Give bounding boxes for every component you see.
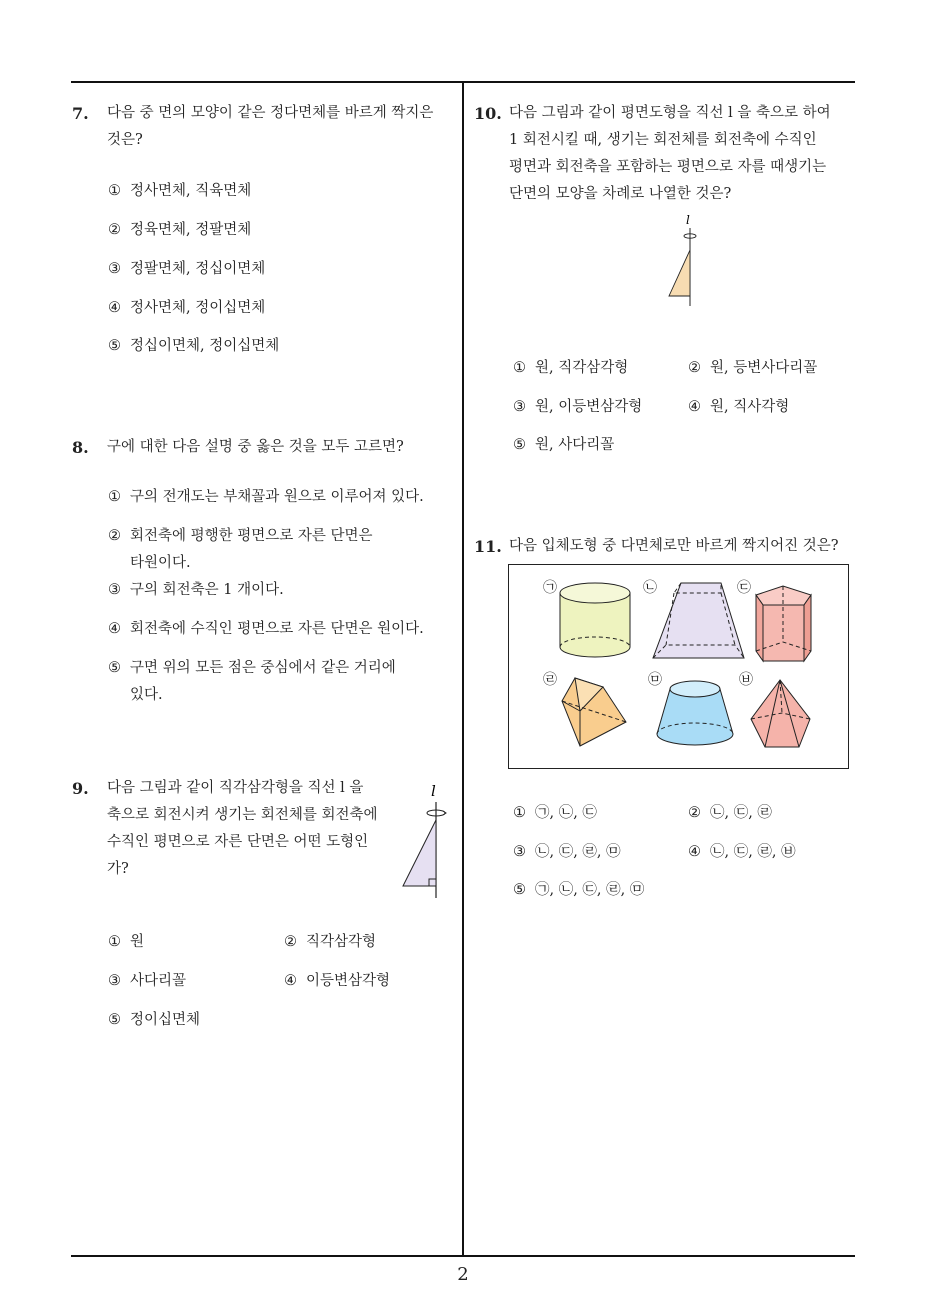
question-number: 10. bbox=[474, 104, 502, 123]
option-5[interactable]: ⑤ ㉠, ㉡, ㉢, ㉣, ㉤ bbox=[513, 882, 645, 898]
question-text-line: 수직인 평면으로 자른 단면은 어떤 도형인 bbox=[107, 834, 369, 850]
question-text-line: 다음 그림과 같이 평면도형을 직선 l 을 축으로 하여 bbox=[509, 105, 831, 121]
option-1[interactable]: ① 원 bbox=[108, 934, 145, 950]
cylinder-shape bbox=[560, 583, 630, 657]
option-4[interactable]: ④ 이등변삼각형 bbox=[284, 973, 391, 989]
option-3[interactable]: ③ 원, 이등변삼각형 bbox=[513, 399, 643, 415]
option-1[interactable]: ① 원, 직각삼각형 bbox=[513, 360, 629, 376]
solids-figure bbox=[509, 565, 848, 768]
axis-label: l bbox=[431, 782, 436, 800]
option-2[interactable]: ② 정육면체, 정팔면체 bbox=[108, 222, 252, 238]
question-text-line: 축으로 회전시켜 생기는 회전체를 회전축에 bbox=[107, 807, 378, 823]
option-1[interactable]: ① 구의 전개도는 부채꼴과 원으로 이루어져 있다. bbox=[108, 489, 424, 505]
question-number: 7. bbox=[72, 104, 89, 123]
pentagonal-prism-shape bbox=[756, 586, 811, 661]
pyramid-shape bbox=[751, 680, 810, 747]
figure-label: ㉣ bbox=[543, 672, 557, 688]
question-text-line: 다음 그림과 같이 직각삼각형을 직선 l 을 bbox=[107, 780, 364, 796]
question-text-line: 1 회전시킬 때, 생기는 회전체를 회전축에 수직인 bbox=[509, 132, 817, 148]
option-2[interactable]: ② 직각삼각형 bbox=[284, 934, 377, 950]
page-number: 2 bbox=[457, 1264, 469, 1285]
option-4[interactable]: ④ 정사면체, 정이십면체 bbox=[108, 300, 266, 316]
option-4[interactable]: ④ 원, 직사각형 bbox=[688, 399, 790, 415]
option-1[interactable]: ① 정사면체, 직육면체 bbox=[108, 183, 252, 199]
option-5[interactable]: ⑤ 정이십면체 bbox=[108, 1012, 201, 1028]
question-text-line: 다음 입체도형 중 다면체로만 바르게 짝지어진 것은? bbox=[509, 538, 839, 554]
column-divider bbox=[462, 82, 464, 1256]
question-text-line: 구에 대한 다음 설명 중 옳은 것을 모두 고르면? bbox=[107, 439, 404, 455]
question-text-line: 단면의 모양을 차례로 나열한 것은? bbox=[509, 186, 732, 202]
triangular-prism-shape bbox=[562, 678, 626, 746]
triangle-rotation-figure bbox=[664, 212, 704, 312]
option-5[interactable]: ⑤ 원, 사다리꼴 bbox=[513, 437, 615, 453]
right-triangle-figure bbox=[398, 780, 448, 900]
option-4[interactable]: ④ 회전축에 수직인 평면으로 자른 단면은 원이다. bbox=[108, 621, 424, 637]
question-text-line: 평면과 회전축을 포함하는 평면으로 자를 때생기는 bbox=[509, 159, 827, 175]
question-text-line: 다음 중 면의 모양이 같은 정다면체를 바르게 짝지은 bbox=[107, 105, 434, 121]
option-4[interactable]: ④ ㉡, ㉢, ㉣, ㉥ bbox=[688, 844, 796, 860]
option-3[interactable]: ③ 정팔면체, 정십이면체 bbox=[108, 261, 266, 277]
question-text-line: 가? bbox=[107, 861, 129, 877]
frustum-cone-shape bbox=[657, 681, 733, 745]
option-1[interactable]: ① ㉠, ㉡, ㉢ bbox=[513, 805, 597, 821]
option-5[interactable]: ⑤ 정십이면체, 정이십면체 bbox=[108, 338, 280, 354]
option-3[interactable]: ③ 구의 회전축은 1 개이다. bbox=[108, 582, 284, 598]
axis-label: l bbox=[686, 213, 690, 227]
option-3[interactable]: ③ ㉡, ㉢, ㉣, ㉤ bbox=[513, 844, 621, 860]
frustum-pyramid-shape bbox=[653, 583, 744, 658]
option-3[interactable]: ③ 사다리꼴 bbox=[108, 973, 187, 989]
option-2[interactable]: ② ㉡, ㉢, ㉣ bbox=[688, 805, 772, 821]
question-number: 9. bbox=[72, 779, 89, 798]
figure-label: ㉠ bbox=[543, 580, 557, 596]
option-5[interactable]: ⑤ 구면 위의 모든 점은 중심에서 같은 거리에 있다. bbox=[108, 660, 396, 703]
figure-label: ㉡ bbox=[643, 580, 657, 596]
figure-label: ㉥ bbox=[739, 672, 753, 688]
figure-label: ㉤ bbox=[648, 672, 662, 688]
option-2[interactable]: ② 원, 등변사다리꼴 bbox=[688, 360, 818, 376]
option-2[interactable]: ② 회전축에 평행한 평면으로 자른 단면은 타원이다. bbox=[108, 528, 373, 571]
bottom-rule bbox=[71, 1255, 855, 1257]
figure-label: ㉢ bbox=[737, 580, 751, 596]
question-number: 11. bbox=[474, 537, 502, 556]
question-text-line: 것은? bbox=[107, 132, 143, 148]
question-number: 8. bbox=[72, 438, 89, 457]
